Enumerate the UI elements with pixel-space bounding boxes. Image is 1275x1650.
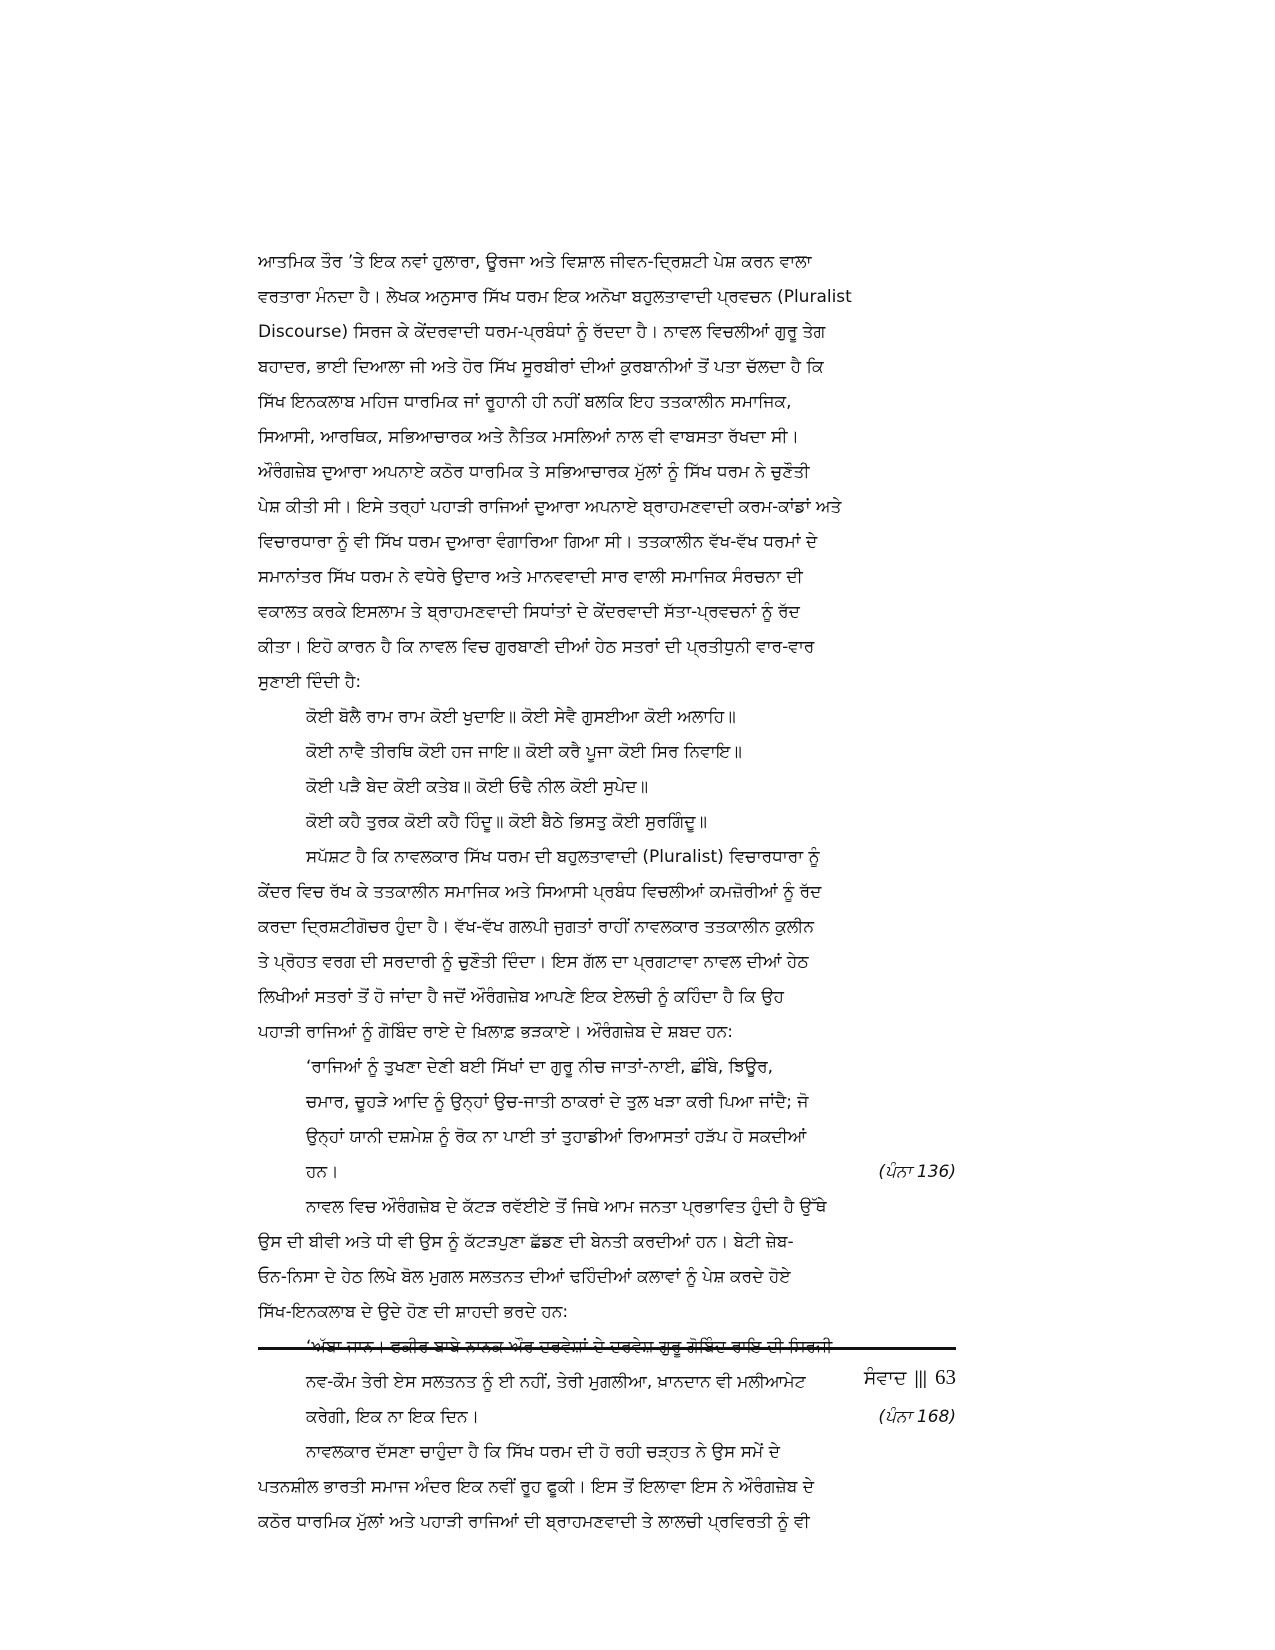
quote-last-line [258,1155,956,1190]
text-line: ਨਾਵਲਕਾਰ ਦੱਸਣਾ ਚਾਹੁੰਦਾ ਹੈ ਕਿ ਸਿੱਖ ਧਰਮ ਦੀ ਹੋ ਰਹੀ ਚੜ੍ਹਤ ਨੇ ਉਸ ਸਮੇਂ ਦੇ [306,1442,780,1462]
verse-line: ਕੋਈ ਨਾਵੈ ਤੀਰਥਿ ਕੋਈ ਹਜ ਜਾਇ॥ ਕੋਈ ਕਰੈ ਪੂਜਾ ਕੋਈ ਸਿਰ ਨਿਵਾਇ॥ [306,742,742,762]
page-citation: (ਪੰਨਾ 168) [878,1407,956,1427]
text-line: ਪਤਨਸ਼ੀਲ ਭਾਰਤੀ ਸਮਾਜ ਅੰਦਰ ਇਕ ਨਵੀਂ ਰੂਹ ਫੂਕੀ। ਇਸ ਤੋਂ ਇਲਾਵਾ ਇਸ ਨੇ ਔਰੰਗਜ਼ੇਬ ਦੇ [258,1477,814,1497]
footer-divider [258,1347,956,1350]
page-body [258,245,956,1540]
paragraph-2 [258,840,956,1050]
verse-line: ਕੋਈ ਬੋਲੈ ਰਾਮ ਰਾਮ ਕੋਈ ਖੁਦਾਇ॥ ਕੋਈ ਸੇਵੈ ਗੁਸਈਆ ਕੋਈ ਅਲਾਹਿ॥ [306,707,736,727]
page-number: 63 [935,1365,956,1389]
footer-separator: ||| [914,1368,927,1389]
text-line: ਪਹਾੜੀ ਰਾਜਿਆਂ ਨੂੰ ਗੋਬਿੰਦ ਰਾਏ ਦੇ ਖ਼ਿਲਾਫ਼ ਭੜਕਾਏ। ਔਰੰਗਜ਼ੇਬ ਦੇ ਸ਼ਬਦ ਹਨ: [258,1022,734,1042]
text-line: Discourse) ਸਿਰਜ ਕੇ ਕੇਂਦਰਵਾਦੀ ਧਰਮ-ਪ੍ਰਬੰਧਾਂ ਨੂੰ ਰੱਦਦਾ ਹੈ। ਨਾਵਲ ਵਿਚਲੀਆਂ ਗੁਰੂ ਤੇਗ [258,322,826,342]
text-line: ਵਿਚਾਰਧਾਰਾ ਨੂੰ ਵੀ ਸਿੱਖ ਧਰਮ ਦੁਆਰਾ ਵੰਗਾਰਿਆ ਗਿਆ ਸੀ। ਤਤਕਾਲੀਨ ਵੱਖ-ਵੱਖ ਧਰਮਾਂ ਦੇ [258,532,818,552]
text-line: ਬਹਾਦਰ, ਭਾਈ ਦਿਆਲਾ ਜੀ ਅਤੇ ਹੋਰ ਸਿੱਖ ਸੂਰਬੀਰਾਂ ਦੀਆਂ ਕੁਰਬਾਨੀਆਂ ਤੋਂ ਪਤਾ ਚੱਲਦਾ ਹੈ ਕਿ [258,357,824,377]
text-line: ਲਿਖੀਆਂ ਸਤਰਾਂ ਤੋਂ ਹੋ ਜਾਂਦਾ ਹੈ ਜਦੋਂ ਔਰੰਗਜ਼ੇਬ ਆਪਣੇ ਇਕ ਏਲਚੀ ਨੂੰ ਕਹਿੰਦਾ ਹੈ ਕਿ ਉਹ [258,987,784,1007]
paragraph-3 [258,1190,956,1330]
page-citation: (ਪੰਨਾ 136) [878,1162,956,1182]
quote-text: ਹਨ। [306,1162,339,1182]
text-line: ਵਕਾਲਤ ਕਰਕੇ ਇਸਲਾਮ ਤੇ ਬ੍ਰਾਹਮਣਵਾਦੀ ਸਿਧਾਂਤਾਂ ਦੇ ਕੇਂਦਰਵਾਦੀ ਸੱਤਾ-ਪ੍ਰਵਚਨਾਂ ਨੂੰ ਰੱਦ [258,602,800,622]
quote-last-line [258,1400,956,1435]
text-line: ਔਰੰਗਜ਼ੇਬ ਦੁਆਰਾ ਅਪਨਾਏ ਕਠੋਰ ਧਾਰਮਿਕ ਤੇ ਸਭਿਆਚਾਰਕ ਮੁੱਲਾਂ ਨੂੰ ਸਿੱਖ ਧਰਮ ਨੇ ਚੁਣੌਤੀ [258,462,810,482]
text-line: ਤੇ ਪ੍ਰੋਹਤ ਵਰਗ ਦੀ ਸਰਦਾਰੀ ਨੂੰ ਚੁਣੌਤੀ ਦਿੰਦਾ। ਇਸ ਗੱਲ ਦਾ ਪ੍ਰਗਟਾਵਾ ਨਾਵਲ ਦੀਆਂ ਹੇਠ [258,952,809,972]
text-line: ਸਿੱਖ-ਇਨਕਲਾਬ ਦੇ ਉਦੇ ਹੋਣ ਦੀ ਸ਼ਾਹਦੀ ਭਰਦੇ ਹਨ: [258,1302,569,1322]
quote-line: ਨਵ-ਕੌਮ ਤੇਰੀ ਏਸ ਸਲਤਨਤ ਨੂੰ ਈ ਨਹੀਂ, ਤੇਰੀ ਮੁਗਲੀਆ, ਖ਼ਾਨਦਾਨ ਵੀ ਮਲੀਆਮੇਟ [306,1372,806,1392]
paragraph-1 [258,245,956,700]
text-line: ਕੇਂਦਰ ਵਿਚ ਰੱਖ ਕੇ ਤਤਕਾਲੀਨ ਸਮਾਜਿਕ ਅਤੇ ਸਿਆਸੀ ਪ੍ਰਬੰਧ ਵਿਚਲੀਆਂ ਕਮਜ਼ੋਰੀਆਂ ਨੂੰ ਰੱਦ [258,882,822,902]
gurbani-verses [258,700,956,840]
text-line: ਕਠੋਰ ਧਾਰਮਿਕ ਮੁੱਲਾਂ ਅਤੇ ਪਹਾੜੀ ਰਾਜਿਆਂ ਦੀ ਬ੍ਰਾਹਮਣਵਾਦੀ ਤੇ ਲਾਲਚੀ ਪ੍ਰਵਿਰਤੀ ਨੂੰ ਵੀ [258,1512,810,1532]
journal-name: ਸੰਵਾਦ [863,1367,907,1389]
verse-line: ਕੋਈ ਪੜੈ ਬੇਦ ਕੋਈ ਕਤੇਬ॥ ਕੋਈ ਓਢੈ ਨੀਲ ਕੋਈ ਸੁਪੇਦ॥ [306,777,649,797]
text-line: ਸਮਾਨਾਂਤਰ ਸਿੱਖ ਧਰਮ ਨੇ ਵਧੇਰੇ ਉਦਾਰ ਅਤੇ ਮਾਨਵਵਾਦੀ ਸਾਰ ਵਾਲੀ ਸਮਾਜਿਕ ਸੰਰਚਨਾ ਦੀ [258,567,803,587]
quote-text: ਕਰੇਗੀ, ਇਕ ਨਾ ਇਕ ਦਿਨ। [306,1407,480,1427]
text-line: ਵਰਤਾਰਾ ਮੰਨਦਾ ਹੈ। ਲੇਖਕ ਅਨੁਸਾਰ ਸਿੱਖ ਧਰਮ ਇਕ ਅਨੋਖਾ ਬਹੁਲਤਾਵਾਦੀ ਪ੍ਰਵਚਨ (Pluralist [258,287,852,307]
text-line: ਉਸ ਦੀ ਬੀਵੀ ਅਤੇ ਧੀ ਵੀ ਉਸ ਨੂੰ ਕੱਟੜਪੁਣਾ ਛੱਡਣ ਦੀ ਬੇਨਤੀ ਕਰਦੀਆਂ ਹਨ। ਬੇਟੀ ਜ਼ੇਬ- [258,1232,794,1252]
block-quote-1 [258,1050,956,1190]
quote-line: ‘ਰਾਜਿਆਂ ਨੂੰ ਤੁਖਣਾ ਦੇਣੀ ਬਈ ਸਿੱਖਾਂ ਦਾ ਗੁਰੂ ਨੀਚ ਜਾਤਾਂ-ਨਾਈ, ਛੀਂਬੇ, ਝਿਊਰ, [306,1057,774,1077]
text-line: ਸੁਣਾਈ ਦਿੰਦੀ ਹੈ: [258,672,362,692]
text-line: ਸਿਆਸੀ, ਆਰਥਿਕ, ਸਭਿਆਚਾਰਕ ਅਤੇ ਨੈਤਿਕ ਮਸਲਿਆਂ ਨਾਲ ਵੀ ਵਾਬਸਤਾ ਰੱਖਦਾ ਸੀ। [258,427,799,447]
text-line: ਓਨ-ਨਿਸਾ ਦੇ ਹੇਠ ਲਿਖੇ ਬੋਲ ਮੁਗਲ ਸਲਤਨਤ ਦੀਆਂ ਢਹਿੰਦੀਆਂ ਕਲਾਵਾਂ ਨੂੰ ਪੇਸ਼ ਕਰਦੇ ਹੋਏ [258,1267,791,1287]
text-line: ਸਿੱਖ ਇਨਕਲਾਬ ਮਹਿਜ ਧਾਰਮਿਕ ਜਾਂ ਰੂਹਾਨੀ ਹੀ ਨਹੀਂ ਬਲਕਿ ਇਹ ਤਤਕਾਲੀਨ ਸਮਾਜਿਕ, [258,392,792,412]
text-line: ਪੇਸ਼ ਕੀਤੀ ਸੀ। ਇਸੇ ਤਰ੍ਹਾਂ ਪਹਾੜੀ ਰਾਜਿਆਂ ਦੁਆਰਾ ਅਪਨਾਏ ਬ੍ਰਾਹਮਣਵਾਦੀ ਕਰਮ-ਕਾਂਡਾਂ ਅਤੇ [258,497,842,517]
text-line: ਕਰਦਾ ਦ੍ਰਿਸ਼ਟੀਗੋਚਰ ਹੁੰਦਾ ਹੈ। ਵੱਖ-ਵੱਖ ਗਲਪੀ ਜੁਗਤਾਂ ਰਾਹੀਂ ਨਾਵਲਕਾਰ ਤਤਕਾਲੀਨ ਕੁਲੀਨ [258,917,815,937]
text-line: ਨਾਵਲ ਵਿਚ ਔਰੰਗਜ਼ੇਬ ਦੇ ਕੱਟੜ ਰਵੱਈਏ ਤੋਂ ਜਿਥੇ ਆਮ ਜਨਤਾ ਪ੍ਰਭਾਵਿਤ ਹੁੰਦੀ ਹੈ ਉੱਥੇ [306,1197,827,1217]
quote-line: ਉਨ੍ਹਾਂ ਯਾਨੀ ਦਸ਼ਮੇਸ਼ ਨੂੰ ਰੋਕ ਨਾ ਪਾਈ ਤਾਂ ਤੁਹਾਡੀਆਂ ਰਿਆਸਤਾਂ ਹੜੱਪ ਹੋ ਸਕਦੀਆਂ [306,1127,807,1147]
text-line: ਆਤਮਿਕ ਤੌਰ ’ਤੇ ਇਕ ਨਵਾਂ ਹੁਲਾਰਾ, ਊਰਜਾ ਅਤੇ ਵਿਸ਼ਾਲ ਜੀਵਨ-ਦ੍ਰਿਸ਼ਟੀ ਪੇਸ਼ ਕਰਨ ਵਾਲਾ [258,252,812,272]
quote-line: ਚਮਾਰ, ਚੂਹੜੇ ਆਦਿ ਨੂੰ ਉਨ੍ਹਾਂ ਉਚ-ਜਾਤੀ ਠਾਕਰਾਂ ਦੇ ਤੁਲ ਖੜਾ ਕਰੀ ਪਿਆ ਜਾਂਦੈ; ਜੋ [306,1092,809,1112]
text-line: ਸਪੱਸ਼ਟ ਹੈ ਕਿ ਨਾਵਲਕਾਰ ਸਿੱਖ ਧਰਮ ਦੀ ਬਹੁਲਤਾਵਾਦੀ (Pluralist) ਵਿਚਾਰਧਾਰਾ ਨੂੰ [306,847,820,867]
page-footer [258,1362,956,1394]
paragraph-4 [258,1435,956,1540]
verse-line: ਕੋਈ ਕਹੈ ਤੁਰਕ ਕੋਈ ਕਹੈ ਹਿੰਦੂ॥ ਕੋਈ ਬੈਠੇ ਭਿਸਤੁ ਕੋਈ ਸੁਰਗਿੰਦੂ॥ [306,812,707,832]
text-line: ਕੀਤਾ। ਇਹੋ ਕਾਰਨ ਹੈ ਕਿ ਨਾਵਲ ਵਿਚ ਗੁਰਬਾਣੀ ਦੀਆਂ ਹੇਠ ਸਤਰਾਂ ਦੀ ਪ੍ਰਤੀਧੁਨੀ ਵਾਰ-ਵਾਰ [258,637,815,657]
